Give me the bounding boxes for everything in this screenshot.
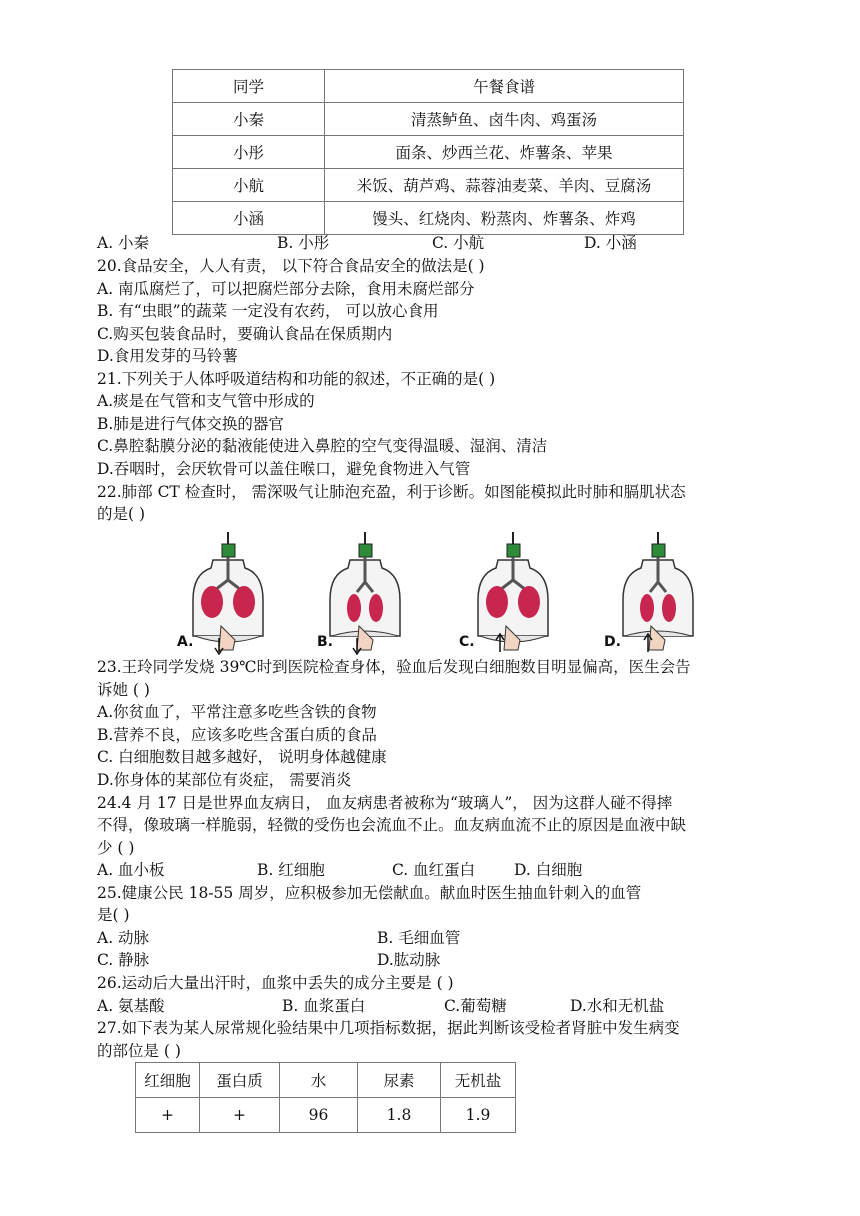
menu-cell: 馒头、红烧肉、粉蒸肉、炸薯条、炸鸡	[325, 202, 684, 235]
table-header-cell: 无机盐	[441, 1063, 516, 1098]
table-cell: 96	[280, 1098, 358, 1133]
q25-stem-line2: 是( )	[97, 906, 130, 924]
q21-option-b: B.肺是进行气体交换的器官	[97, 415, 284, 433]
table-cell: +	[136, 1098, 200, 1133]
student-name-cell: 小航	[173, 169, 325, 202]
q25-option-d: D.肱动脉	[377, 951, 441, 969]
q24-option-b: B. 红细胞	[257, 861, 325, 879]
q23-option-c: C. 白细胞数目越多越好， 说明身体越健康	[97, 748, 387, 766]
q19-option-c: C. 小航	[432, 234, 485, 252]
q20-option-d: D.食用发芽的马铃薯	[97, 347, 238, 365]
q25-option-b: B. 毛细血管	[377, 929, 461, 947]
lunch-menu-table	[172, 69, 684, 235]
table-header-row	[136, 1063, 516, 1098]
q24-stem-line3: 少 ( )	[97, 839, 135, 857]
q19-option-a: A. 小秦	[97, 234, 150, 252]
q23-option-b: B.营养不良，应该多吃些含蛋白质的食品	[97, 726, 377, 744]
table-row	[173, 103, 684, 136]
q26-option-d: D.水和无机盐	[570, 997, 665, 1015]
q23-option-a: A.你贫血了，平常注意多吃些含铁的食物	[97, 703, 377, 721]
menu-cell: 面条、炒西兰花、炸薯条、苹果	[325, 136, 684, 169]
lung-model-figure-c	[455, 530, 555, 655]
q24-stem-line2: 不得，像玻璃一样脆弱，轻微的受伤也会流血不止。血友病血流不止的原因是血液中缺	[97, 816, 687, 834]
q24-option-d: D. 白细胞	[514, 861, 583, 879]
table-header-cell: 水	[280, 1063, 358, 1098]
q19-option-d: D. 小涵	[584, 234, 637, 252]
q25-stem-line1: 25.健康公民 18-55 周岁，应积极参加无偿献血。献血时医生抽血针刺入的血管	[97, 884, 642, 902]
q26-option-c: C.葡萄糖	[444, 997, 507, 1015]
q25-option-c: C. 静脉	[97, 951, 150, 969]
q20-stem: 20.食品安全，人人有责， 以下符合食品安全的做法是( )	[97, 257, 485, 275]
menu-cell: 米饭、葫芦鸡、蒜蓉油麦菜、羊肉、豆腐汤	[325, 169, 684, 202]
q23-stem-line1: 23.王玲同学发烧 39℃时到医院检查身体，验血后发现白细胞数目明显偏高，医生会告	[97, 658, 691, 676]
table-header-cell: 红细胞	[136, 1063, 200, 1098]
figure-label-d: D.	[604, 634, 621, 650]
q26-option-a: A. 氨基酸	[97, 997, 165, 1015]
urine-test-table	[135, 1062, 516, 1133]
lung-model-figure-b	[315, 530, 415, 655]
q22-stem-line2: 的是( )	[97, 505, 146, 523]
q24-stem-line1: 24.4 月 17 日是世界血友病日， 血友病患者被称为“玻璃人”， 因为这群人碰不得摔	[97, 794, 673, 812]
menu-cell: 清蒸鲈鱼、卤牛肉、鸡蛋汤	[325, 103, 684, 136]
table-cell: +	[200, 1098, 280, 1133]
q21-option-d: D.吞咽时，会厌软骨可以盖住喉口，避免食物进入气管	[97, 460, 471, 478]
student-name-cell: 小秦	[173, 103, 325, 136]
q23-stem-line2: 诉她 ( )	[97, 681, 150, 699]
q19-option-b: B. 小彤	[277, 234, 330, 252]
figure-label-c: C.	[459, 634, 475, 650]
q24-option-a: A. 血小板	[97, 861, 165, 879]
q21-option-a: A.痰是在气管和支气管中形成的	[97, 392, 315, 410]
q20-option-c: C.购买包装食品时，要确认食品在保质期内	[97, 325, 393, 343]
q25-option-a: A. 动脉	[97, 929, 150, 947]
table-row	[173, 169, 684, 202]
table-row	[173, 202, 684, 235]
q22-stem-line1: 22.肺部 CT 检查时， 需深吸气让肺泡充盈，利于诊断。如图能模拟此时肺和膈肌状态	[97, 483, 686, 501]
table-header-cell: 午餐食谱	[325, 70, 684, 103]
q23-option-d: D.你身体的某部位有炎症， 需要消炎	[97, 771, 352, 789]
student-name-cell: 小彤	[173, 136, 325, 169]
q21-stem: 21.下列关于人体呼吸道结构和功能的叙述，不正确的是( )	[97, 370, 496, 388]
q24-option-c: C. 血红蛋白	[392, 861, 476, 879]
table-cell: 1.9	[441, 1098, 516, 1133]
q20-option-a: A. 南瓜腐烂了，可以把腐烂部分去除，食用未腐烂部分	[97, 280, 475, 298]
table-row	[136, 1098, 516, 1133]
table-cell: 1.8	[358, 1098, 441, 1133]
lung-model-figure-d	[600, 530, 700, 655]
lung-model-figure-a	[175, 530, 275, 655]
q26-option-b: B. 血浆蛋白	[282, 997, 366, 1015]
student-name-cell: 小涵	[173, 202, 325, 235]
q27-stem-line1: 27.如下表为某人尿常规化验结果中几项指标数据，据此判断该受检者肾脏中发生病变	[97, 1019, 680, 1037]
table-header-cell: 尿素	[358, 1063, 441, 1098]
q21-option-c: C.鼻腔黏膜分泌的黏液能使进入鼻腔的空气变得温暖、湿润、清洁	[97, 437, 548, 455]
q27-stem-line2: 的部位是 ( )	[97, 1042, 181, 1060]
figure-label-b: B.	[317, 634, 333, 650]
table-header-cell: 同学	[173, 70, 325, 103]
q26-stem: 26.运动后大量出汗时，血浆中丢失的成分主要是 ( )	[97, 974, 454, 992]
q20-option-b: B. 有“虫眼”的蔬菜 一定没有农药， 可以放心食用	[97, 302, 439, 320]
table-row	[173, 136, 684, 169]
table-header-row	[173, 70, 684, 103]
table-header-cell: 蛋白质	[200, 1063, 280, 1098]
figure-label-a: A.	[177, 634, 194, 650]
